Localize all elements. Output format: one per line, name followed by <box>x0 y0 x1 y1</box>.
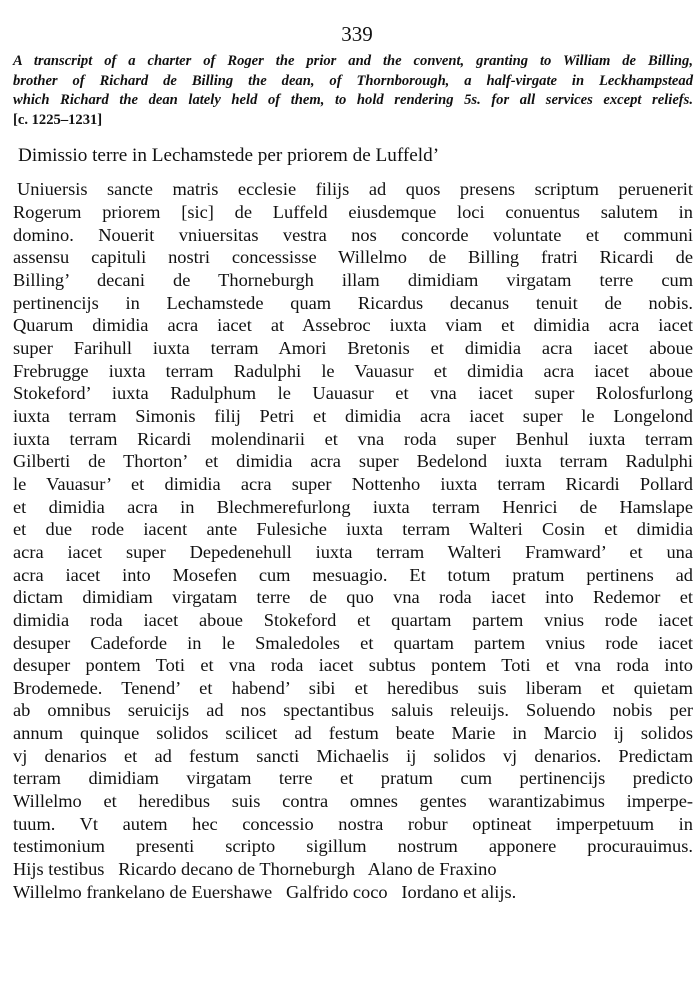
charter-line: desuper Cadeforde in le Smaledoles et quartam partem vnius rode iacet <box>13 632 693 653</box>
charter-line: testimonium presenti scripto sigillum nostrum apponere procurauimus. <box>13 836 693 857</box>
witness-line: Willelmo frankelano de Euershawe Galfrido coco Iordano et alijs. <box>13 881 517 902</box>
charter-line: Willelmo et heredibus suis contra omnes gentes warantizabimus imperpe- <box>13 791 693 812</box>
summary-line: A transcript of a charter of Roger the prior and the convent, granting to William de Billing, <box>13 53 693 69</box>
page-number: 339 <box>341 22 373 46</box>
document-page <box>13 22 693 903</box>
charter-line: terram dimidiam virgatam terre et pratum cum pertinencijs predicto <box>13 768 693 789</box>
charter-line: iuxta terram Ricardi molendinarii et vna roda super Benhul iuxta terram <box>13 428 693 449</box>
summary-line: brother of Richard de Billing the dean, of Thornborough, a half-virgate in Leckhampstead <box>13 72 693 89</box>
charter-line: acra iacet into Mosefen cum mesuagio. Et totum pratum pertinens ad <box>13 564 693 585</box>
charter-line: domino. Nouerit vniuersitas vestra nos concorde voluntate et communi <box>13 224 693 245</box>
charter-line: desuper pontem Toti et vna roda iacet subtus pontem Toti et vna roda into <box>13 655 693 676</box>
charter-line: Uniuersis sancte matris ecclesie filijs ad quos presens scriptum peruenerit <box>17 179 693 200</box>
summary-line: which Richard the dean lately held of them, to hold rendering 5s. for all services except reliefs. <box>13 92 693 109</box>
charter-line: Billing’ decani de Thorneburgh illam dimidiam virgatam terre cum <box>13 270 693 290</box>
charter-line: Gilberti de Thorton’ et dimidia acra super Bedelond iuxta terram Radulphi <box>13 451 693 472</box>
charter-heading: Dimissio terre in Lechamstede per priorem de Luffeld’ <box>18 145 440 167</box>
charter-line: le Vauasur’ et dimidia acra super Nottenho iuxta terram Ricardi Pollard <box>13 473 693 494</box>
charter-summary <box>13 52 693 130</box>
charter-line: dictam dimidiam virgatam terre de quo vna roda iacet into Redemor et <box>13 587 693 608</box>
charter-line: assensu capituli nostri concessisse Willelmo de Billing fratri Ricardi de <box>13 247 693 268</box>
charter-line: et dimidia acra in Blechmerefurlong iuxta terram Henrici de Hamslape <box>13 496 693 517</box>
charter-line: Rogerum priorem [sic] de Luffeld eiusdemque loci conuentus salutem in <box>13 202 693 223</box>
charter-line: Brodemede. Tenend’ et habend’ sibi et heredibus suis liberam et quietam <box>13 677 693 698</box>
charter-line: acra iacet super Depedenehull iuxta terram Walteri Framward’ et una <box>13 541 693 562</box>
charter-line: annum quinque solidos scilicet ad festum beate Marie in Marcio ij solidos <box>13 723 693 744</box>
charter-line: Frebrugge iuxta terram Radulphi le Vauasur et dimidia acra iacet aboue <box>13 360 693 381</box>
charter-line: ab omnibus seruicijs ad nos spectantibus saluis releuijs. Soluendo nobis per <box>13 700 693 721</box>
charter-line: Quarum dimidia acra iacet at Assebroc iuxta viam et dimidia acra iacet <box>13 315 693 336</box>
charter-line: tuum. Vt autem hec concessio nostra robur optineat imperpetuum in <box>13 813 693 834</box>
charter-line: Stokeford’ iuxta Radulphum le Uauasur et vna iacet super Rolosfurlong <box>13 383 693 404</box>
charter-line: vj denarios et ad festum sancti Michaelis ij solidos vj denarios. Predictam <box>13 745 693 766</box>
witness-line: Hijs testibus Ricardo decano de Thorneburgh Alano de Fraxino <box>13 859 497 880</box>
charter-text <box>13 178 693 903</box>
charter-line: iuxta terram Simonis filij Petri et dimidia acra iacet super le Longelond <box>13 405 693 426</box>
charter-line: et due rode iacent ante Fulesiche iuxta terram Walteri Cosin et dimidia <box>13 519 693 540</box>
charter-line: pertinencijs in Lechamstede quam Ricardus decanus tenuit de nobis. <box>13 292 693 313</box>
charter-line: dimidia roda iacet aboue Stokeford et quartam partem vnius rode iacet <box>13 609 693 630</box>
summary-date: [c. 1225–1231] <box>13 111 103 128</box>
charter-line: super Farihull iuxta terram Amori Bretonis et dimidia acra iacet aboue <box>13 337 693 358</box>
